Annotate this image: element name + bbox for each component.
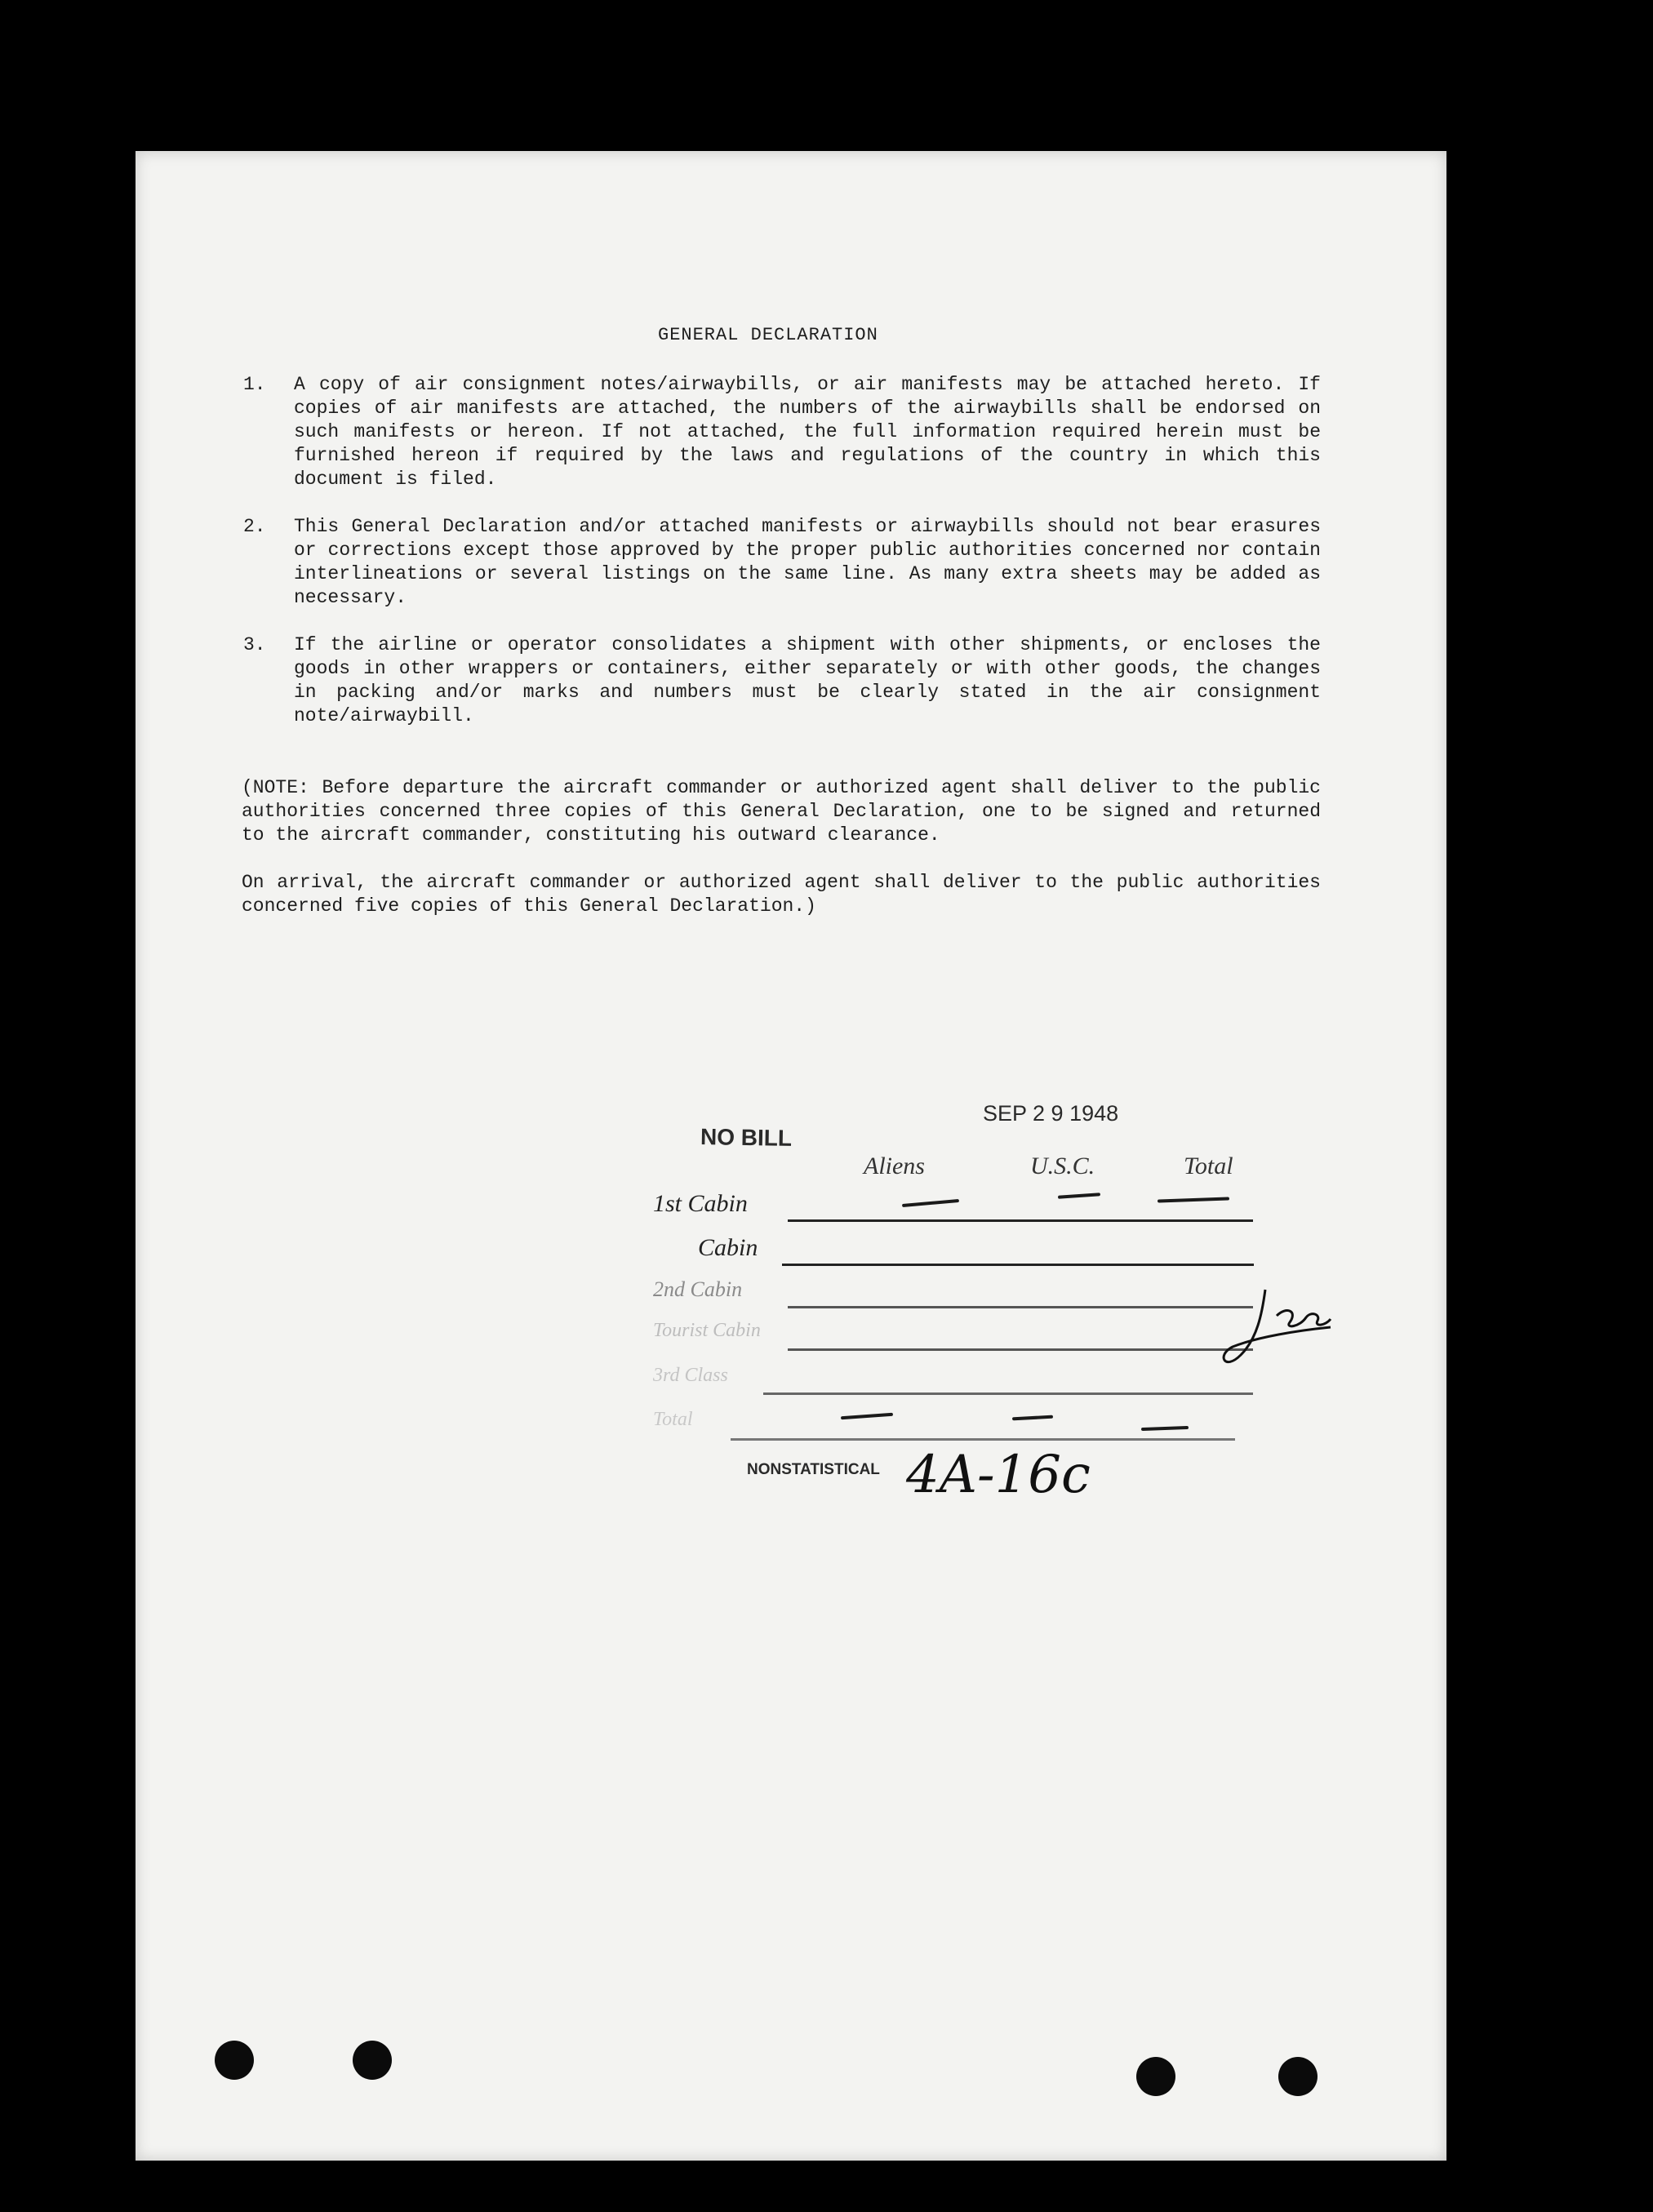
column-header-usc: U.S.C. [1030,1153,1095,1179]
item-text: If the airline or operator consolidates a shipment with other shipments, or encloses the goods in other wrappers or containers, either separately or with other goods, the changes in packing and/or marks and numbers must be clearly stated in the air consignment note/airwaybill. [294,634,1321,726]
handwritten-code: 4A-16c [906,1445,1091,1505]
column-header-total: Total [1184,1153,1233,1179]
initials-signature [1208,1273,1347,1388]
row-line [782,1264,1254,1266]
initials-text [1241,1298,1242,1299]
item-number: 2. [243,516,266,537]
punch-hole [353,2041,392,2080]
row-label-third-class: 3rd Class [653,1365,728,1386]
nonstatistical-stamp: NONSTATISTICAL [747,1461,880,1478]
item-number: 3. [243,634,266,655]
row-label-total: Total [653,1409,693,1430]
arrival-note: On arrival, the aircraft commander or authorized agent shall deliver to the public authorities concerned five copies of this General Declaration.) [242,872,1321,917]
row-line [788,1348,1253,1351]
item-text: This General Declaration and/or attached manifests or airwaybills should not bear erasures or corrections except those approved by the proper public authorities concerned nor contain interlineations or several listings on the same line. As many extra sheets may be added as necessary. [294,516,1321,608]
punch-hole [1278,2057,1318,2096]
row-line [731,1438,1235,1441]
no-bill-stamp: NO BILL [700,1124,793,1151]
column-header-aliens: Aliens [864,1153,925,1179]
row-line [788,1219,1253,1222]
page-title: GENERAL DECLARATION [658,325,878,345]
item-text: A copy of air consignment notes/airwaybills, or air manifests may be attached hereto. If copies of air manifests are attached, the numbers of the airwaybills shall be endorsed on such manifests or hereon. If not attached, the full information required herein must be furnished hereon if required by the laws and regulations of the country in which this document is filed. [294,374,1321,490]
row-label-tourist-cabin: Tourist Cabin [653,1320,761,1341]
row-line [788,1306,1253,1308]
item-number: 1. [243,374,266,395]
row-label-first-cabin: 1st Cabin [653,1190,748,1217]
row-label-second-cabin: 2nd Cabin [653,1277,743,1301]
row-line [763,1392,1253,1395]
departure-note: (NOTE: Before departure the aircraft commander or authorized agent shall deliver to the public authorities concerned three copies of this General Declaration, one to be signed and returned to the aircraft commander, constituting his outward clearance. [242,777,1321,846]
row-label-cabin: Cabin [698,1234,758,1261]
date-stamp: SEP 2 9 1948 [983,1101,1119,1126]
punch-hole [1136,2057,1175,2096]
punch-hole [215,2041,254,2080]
